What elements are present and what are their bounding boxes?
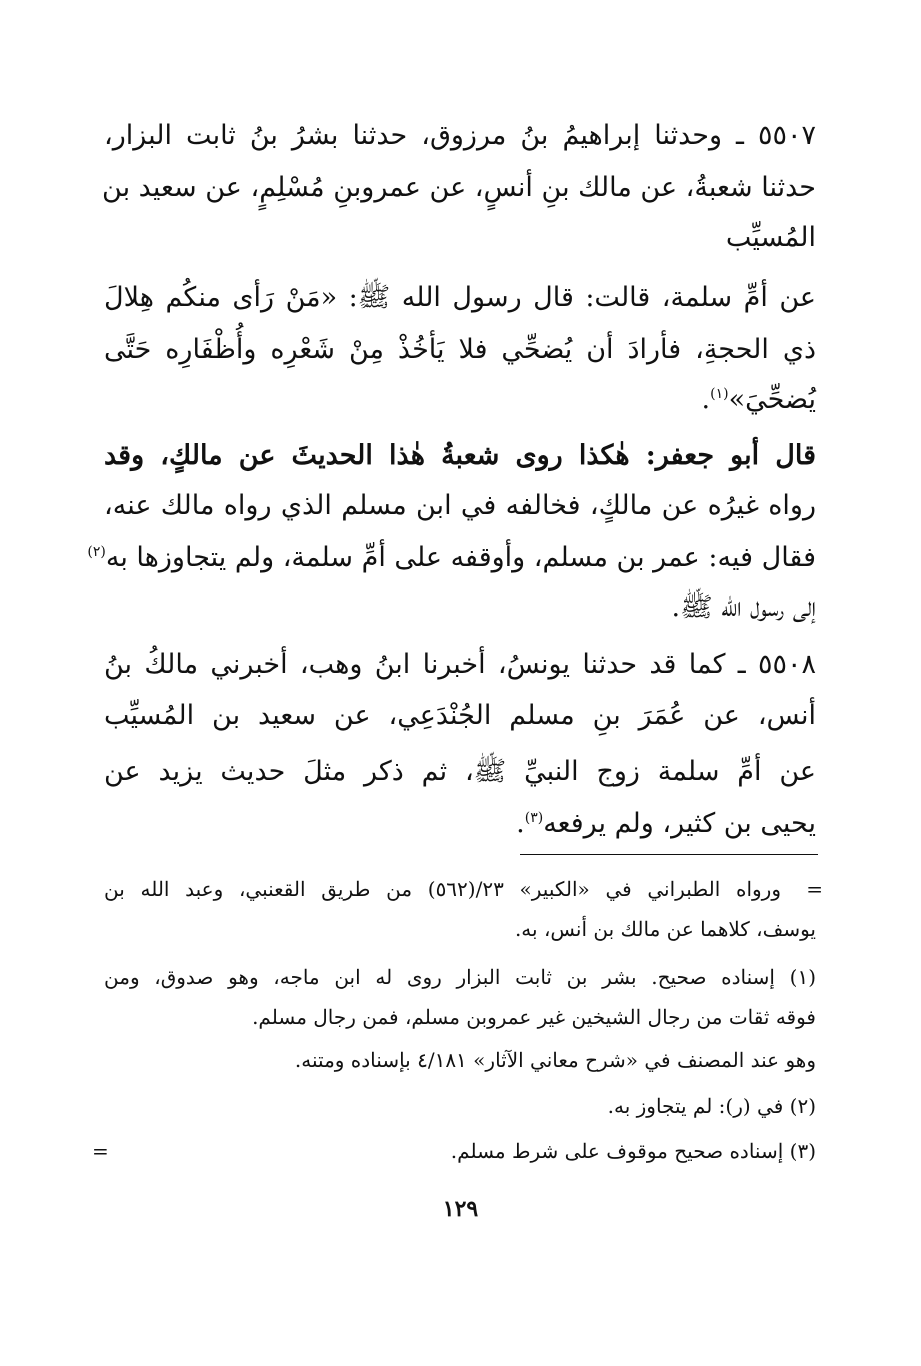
matn-line-1: عن أمِّ سلمة، قالت: قال رسول الله ﷺ: «مَنْ رَأى منكُم هِلالَ bbox=[104, 282, 816, 313]
hadith-5508-line-1: ٥٥٠٨ ـ كما قد حدثنا يونسُ، أخبرنا ابنُ وهب، أخبرني مالكُ بنُ bbox=[104, 649, 816, 680]
footnote-separator bbox=[520, 854, 818, 855]
footnote-ref-3: (٣) bbox=[524, 810, 544, 826]
page-number: ١٢٩ bbox=[442, 1196, 479, 1222]
footnote-continuation-mark: = bbox=[806, 877, 823, 901]
hadith-5507-line-2: حدثنا شعبةُ، عن مالك بنِ أنسٍ، عن عمروبنِ مُسْلِمٍ، عن سعيد بن bbox=[102, 172, 816, 203]
footnote-2: (٢) في (ر): لم يتجاوز به. bbox=[607, 1094, 816, 1118]
footnote-1-line-2: فوقه ثقات من رجال الشيخين غير عمروبن مسلم، فمن رجال مسلم. bbox=[252, 1005, 816, 1029]
footnote-continued-line-2: يوسف، كلاهما عن مالك بن أنس، به. bbox=[514, 917, 816, 941]
footnote-ref-2: (٢) bbox=[87, 544, 106, 560]
commentary-line-1: قال أبو جعفر: هٰكذا روى شعبةُ هٰذا الحديثَ عن مالكٍ، وقد bbox=[104, 440, 816, 471]
commentary-line-4: إلى رسول الله ﷺ. bbox=[671, 592, 816, 623]
matn-line-2: ذي الحجةِ، فأرادَ أن يُضحِّي فلا يَأخُذْ مِنْ شَعْرِه وأُظْفَارِه حَتَّى bbox=[104, 334, 816, 365]
commentary-line-3: فقال فيه: عمر بن مسلم، وأوقفه على أمِّ سلمة، ولم يتجاوزها به$^{(٢)}$ bbox=[87, 542, 816, 573]
matn-5508-line-2: يحيى بن كثير، ولم يرفعه$^{(٣)}$. bbox=[516, 808, 816, 839]
hadith-5508-line-2: أنس، عن عُمَرَ بنِ مسلم الجُنْدَعِي، عن سعيد بن المُسيِّب bbox=[104, 700, 816, 731]
footnote-end-mark: = bbox=[92, 1139, 109, 1163]
footnote-1-line-1: (١) إسناده صحيح. بشر بن ثابت البزار روى له ابن ماجه، وهو صدوق، ومن bbox=[104, 965, 816, 989]
commentary-line-2: رواه غيرُه عن مالكٍ، فخالفه في ابن مسلم الذي رواه مالك عنه، bbox=[104, 490, 816, 521]
footnote-ref-1: (١) bbox=[710, 386, 729, 402]
hadith-5507-line-3: المُسيِّب bbox=[725, 222, 816, 253]
footnote-3: (٣) إسناده صحيح موقوف على شرط مسلم. bbox=[450, 1139, 816, 1163]
footnote-1-line-3: وهو عند المصنف في «شرح معاني الآثار» ٤/١٨١ بإسناده ومتنه. bbox=[294, 1048, 816, 1072]
matn-line-3: يُضحِّيَ»$^{(١)}$. bbox=[701, 384, 816, 415]
hadith-5507-line-1: ٥٥٠٧ ـ وحدثنا إبراهيمُ بنُ مرزوق، حدثنا بشرُ بنُ ثابت البزار، bbox=[104, 120, 816, 151]
footnote-continued-line-1: ورواه الطبراني في «الكبير» ٢٣/(٥٦٢) من طريق القعنبي، وعبد الله بن bbox=[104, 877, 781, 901]
matn-5508-line-1: عن أمِّ سلمة زوج النبيِّ ﷺ، ثم ذكر مثلَ حديث يزيد عن bbox=[104, 756, 816, 787]
